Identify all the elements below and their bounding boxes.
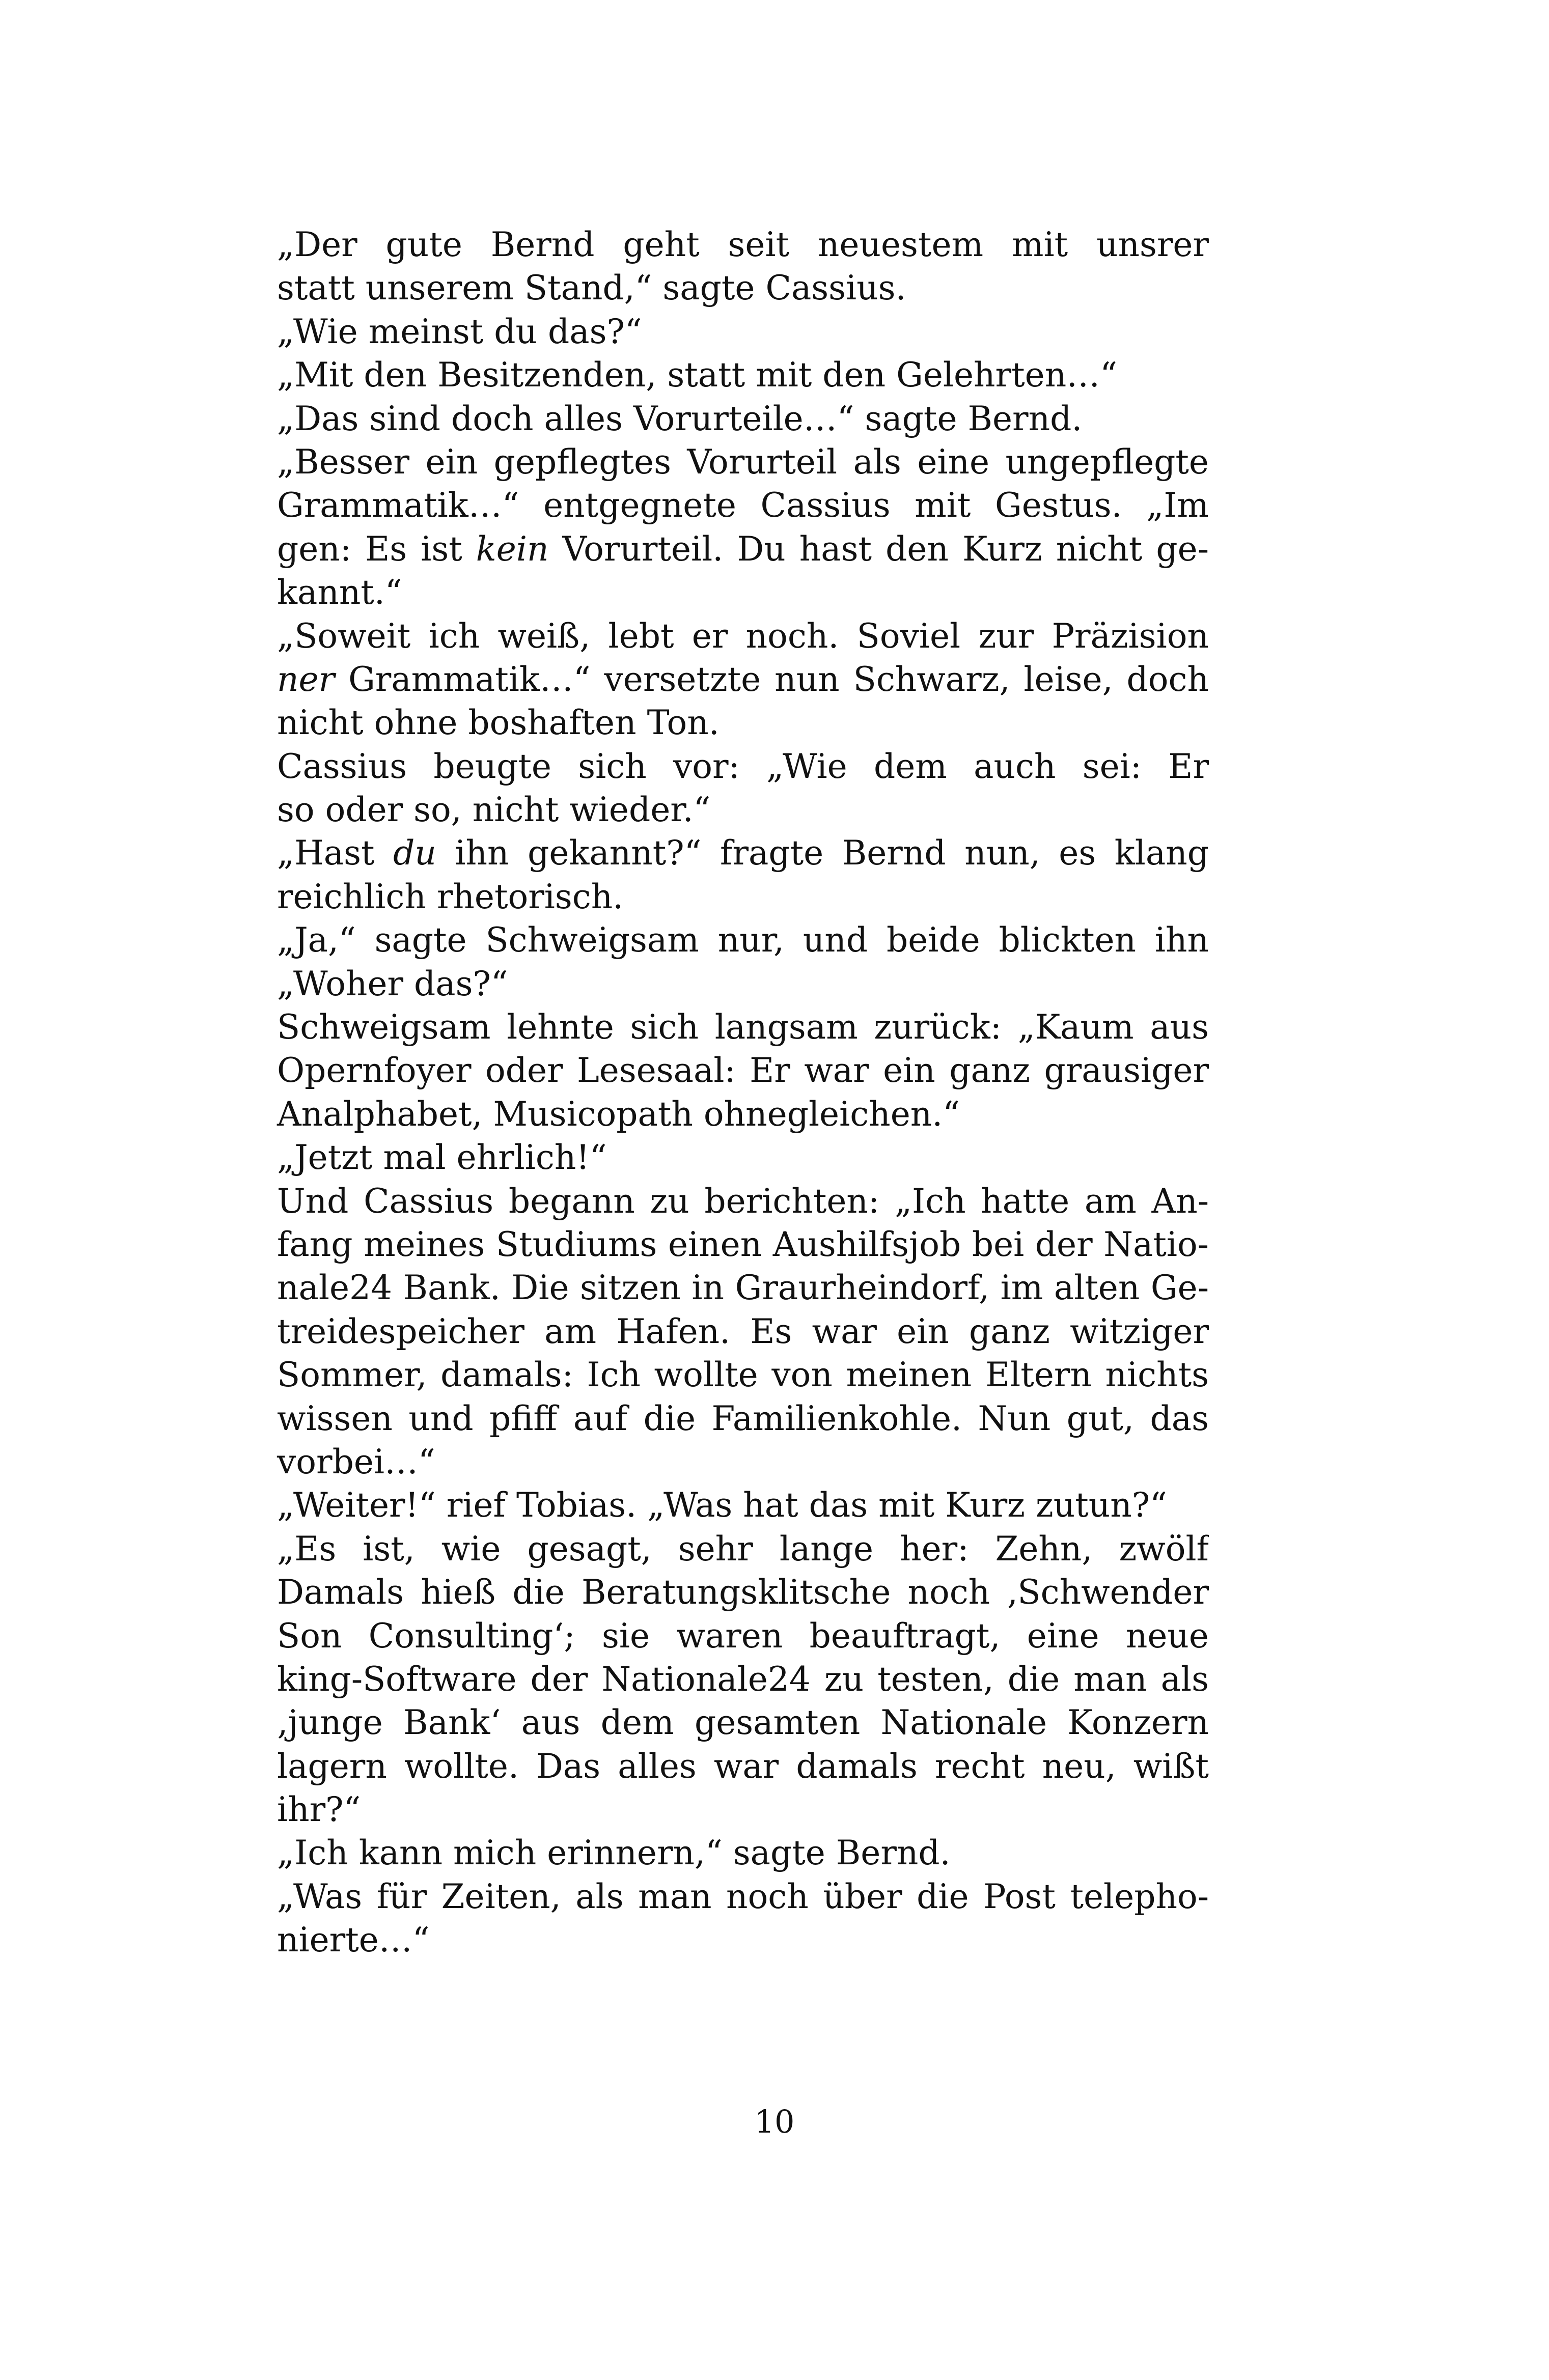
text-line [277, 875, 1209, 918]
text-line [277, 1571, 1209, 1614]
text-line [277, 1701, 1209, 1744]
text-segment: Vorurteil. Du hast den Kurz nicht ge- [548, 529, 1209, 569]
text-line [277, 1831, 1209, 1874]
text-segment: „Wie meinst du das?“ [277, 312, 642, 351]
text-line [277, 1527, 1209, 1571]
text-line [277, 745, 1209, 788]
text-segment: vorbei…“ [277, 1442, 435, 1481]
text-line [277, 1918, 1209, 1962]
text-line [277, 1483, 1209, 1527]
text-segment: „Ich kann mich erinnern,“ sagte Bernd. [277, 1833, 951, 1873]
text-line [277, 1353, 1209, 1396]
text-segment: „Es ist, wie gesagt, sehr lange her: Zehn, zwölf [277, 1529, 1209, 1569]
text-segment: „Weiter!“ rief Tobias. „Was hat das mit Kurz zutun?“ [277, 1486, 1167, 1525]
italic-emphasis: ner [277, 659, 335, 699]
text-line [277, 1658, 1209, 1701]
text-segment: statt unserem Stand,“ sagte Cassius. [277, 268, 906, 308]
text-segment: „Soweit ich weiß, lebt er noch. Soviel zur Präzision [277, 616, 1209, 656]
text-segment: lagern wollte. Das alles war damals recht neu, wißt [277, 1746, 1209, 1786]
text-line [277, 962, 1209, 1005]
text-line [277, 310, 1209, 353]
text-segment: so oder so, nicht wieder.“ [277, 790, 711, 830]
body-text [277, 223, 1209, 1962]
text-segment: gen: Es ist [277, 529, 476, 569]
italic-emphasis: du [393, 833, 436, 873]
text-line [277, 1005, 1209, 1049]
text-segment: „Das sind doch alles Vorurteile…“ sagte Bernd. [277, 399, 1083, 438]
text-segment: „Ja,“ sagte Schweigsam nur, und beide blickten ihn [277, 920, 1209, 960]
text-segment: Damals hieß die Beratungsklitsche noch ‚Schwender [277, 1573, 1209, 1612]
text-line [277, 527, 1209, 571]
text-line [277, 701, 1209, 744]
text-segment: king-Software der Nationale24 zu testen, die man als [277, 1659, 1209, 1699]
text-segment: nierte…“ [277, 1920, 430, 1960]
text-line [277, 266, 1209, 310]
text-line [277, 440, 1209, 484]
text-line [277, 1788, 1209, 1831]
text-line [277, 1310, 1209, 1353]
text-segment: Sommer, damals: Ich wollte von meinen Eltern nichts [277, 1355, 1209, 1395]
text-line [277, 831, 1209, 875]
text-segment: Und Cassius begann zu berichten: „Ich hatte am An- [277, 1181, 1209, 1221]
text-segment: ihr?“ [277, 1790, 361, 1830]
text-line [277, 1875, 1209, 1918]
text-line [277, 1049, 1209, 1092]
text-segment: „Woher das?“ [277, 964, 508, 1003]
text-line [277, 614, 1209, 658]
text-segment: Son Consulting‘; sie waren beauftragt, eine neue [277, 1616, 1209, 1656]
text-line [277, 1440, 1209, 1483]
text-segment: treidespeicher am Hafen. Es war ein ganz witziger [277, 1311, 1209, 1351]
text-segment: „Was für Zeiten, als man noch über die Post telepho- [277, 1877, 1209, 1916]
text-segment: Grammatik…“ versetzte nun Schwarz, leise, doch [335, 659, 1209, 699]
text-line [277, 571, 1209, 614]
text-segment: nicht ohne boshaften Ton. [277, 703, 720, 743]
text-segment: „Mit den Besitzenden, statt mit den Gelehrten…“ [277, 355, 1117, 395]
text-line [277, 1223, 1209, 1266]
text-segment: Cassius beugte sich vor: „Wie dem auch sei: Er [277, 746, 1209, 786]
text-segment: „Besser ein gepflegtes Vorurteil als eine ungepflegte [277, 442, 1209, 482]
text-segment: ‚junge Bank‘ aus dem gesamten Nationale Konzern [277, 1703, 1209, 1743]
text-line [277, 223, 1209, 266]
text-line [277, 918, 1209, 962]
text-segment: fang meines Studiums einen Aushilfsjob bei der Natio- [277, 1224, 1209, 1264]
text-line [277, 1136, 1209, 1179]
text-line [277, 397, 1209, 440]
page-number: 10 [754, 2103, 795, 2140]
text-segment: „Jetzt mal ehrlich!“ [277, 1138, 607, 1178]
text-line [277, 1180, 1209, 1223]
text-segment: Opernfoyer oder Lesesaal: Er war ein ganz grausiger [277, 1051, 1209, 1090]
text-segment: ihn gekannt?“ fragte Bernd nun, es klang [436, 833, 1209, 873]
text-segment: „Hast [277, 833, 394, 873]
text-line [277, 353, 1209, 397]
italic-emphasis: kein [476, 529, 549, 569]
text-line [277, 1266, 1209, 1309]
text-segment: wissen und pfiff auf die Familienkohle. Nun gut, das [277, 1398, 1209, 1438]
text-segment: nale24 Bank. Die sitzen in Graurheindorf, im alten Ge- [277, 1268, 1209, 1308]
text-segment: Schweigsam lehnte sich langsam zurück: „Kaum aus [277, 1007, 1209, 1047]
text-line [277, 1745, 1209, 1788]
text-segment: reichlich rhetorisch. [277, 877, 624, 916]
text-segment: Analphabet, Musicopath ohnegleichen.“ [277, 1094, 960, 1134]
text-line [277, 658, 1209, 701]
text-line [277, 484, 1209, 527]
text-line [277, 1093, 1209, 1136]
text-line [277, 788, 1209, 831]
text-segment: „Der gute Bernd geht seit neuestem mit unsrer [277, 225, 1209, 264]
text-line [277, 1614, 1209, 1658]
text-line [277, 1397, 1209, 1440]
text-segment: kannt.“ [277, 573, 402, 612]
text-segment: Grammatik…“ entgegnete Cassius mit Gestus. „Im [277, 486, 1209, 525]
